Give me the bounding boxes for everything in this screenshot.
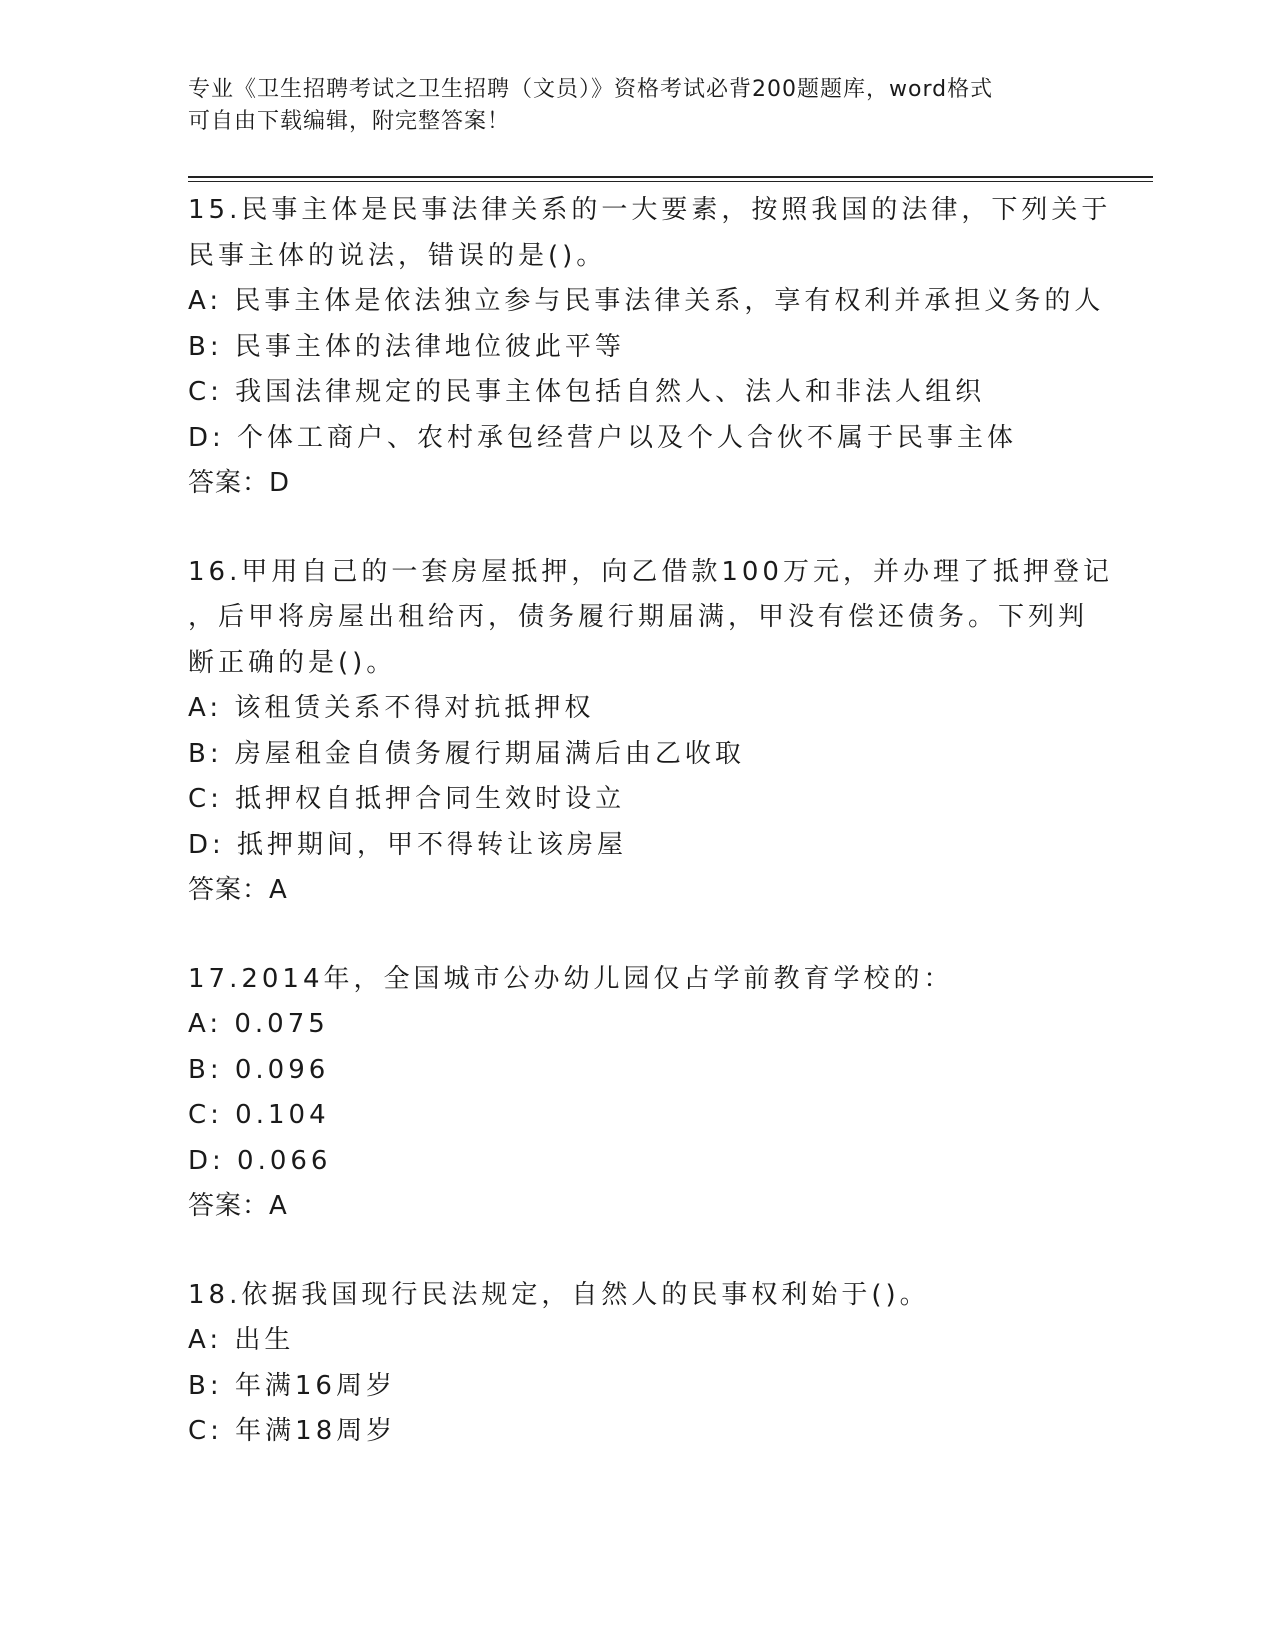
question-stem-line: 民事主体的说法，错误的是()。	[188, 240, 607, 271]
answer-line: 答案：A	[188, 875, 288, 905]
option-b: B: 0.096	[188, 1054, 330, 1085]
option-d: D: 抵押期间，甲不得转让该房屋	[188, 829, 628, 860]
header-line-1: 专业《卫生招聘考试之卫生招聘（文员）》资格考试必背200题题库，word格式	[188, 77, 994, 102]
option-a: A: 出生	[188, 1325, 295, 1355]
option-b: B: 民事主体的法律地位彼此平等	[188, 331, 625, 362]
question-stem-line: 断正确的是()。	[188, 647, 397, 678]
document-header	[188, 74, 1068, 138]
question-stem-line: 16.甲用自己的一套房屋抵押，向乙借款100万元，并办理了抵押登记	[188, 556, 1113, 587]
option-b: B: 年满16周岁	[188, 1370, 396, 1401]
question-stem-line: ，后甲将房屋出租给丙，债务履行期届满，甲没有偿还债务。下列判	[188, 602, 1089, 632]
option-b: B: 房屋租金自债务履行期届满后由乙收取	[188, 738, 745, 769]
option-a: A: 0.075	[188, 1009, 329, 1039]
question-17	[188, 957, 1088, 1230]
question-list	[188, 188, 1113, 1498]
option-a: A: 民事主体是依法独立参与民事法律关系，享有权利并承担义务的人	[188, 286, 1105, 316]
header-divider-thick	[188, 176, 1153, 178]
question-16	[188, 550, 1113, 914]
option-c: C: 年满18周岁	[188, 1416, 397, 1446]
answer-line: 答案：A	[188, 1191, 288, 1221]
option-c: C: 抵押权自抵押合同生效时设立	[188, 784, 626, 814]
option-d: D: 个体工商户、农村承包经营户以及个人合伙不属于民事主体	[188, 422, 1018, 453]
option-c: C: 我国法律规定的民事主体包括自然人、法人和非法人组织	[188, 377, 986, 407]
header-line-2: 可自由下载编辑，附完整答案！	[188, 109, 511, 134]
option-c: C: 0.104	[188, 1100, 330, 1130]
question-stem-line: 17.2014年，全国城市公办幼儿园仅占学前教育学校的：	[188, 963, 954, 994]
option-d: D: 0.066	[188, 1145, 332, 1176]
option-a: A: 该租赁关系不得对抗抵押权	[188, 693, 595, 723]
header-divider-thin	[188, 181, 1153, 182]
question-18	[188, 1273, 1088, 1455]
question-15	[188, 188, 1112, 507]
question-stem-line: 15.民事主体是民事法律关系的一大要素，按照我国的法律，下列关于	[188, 195, 1112, 225]
answer-line: 答案：D	[188, 468, 291, 498]
question-stem-line: 18.依据我国现行民法规定，自然人的民事权利始于()。	[188, 1279, 930, 1310]
